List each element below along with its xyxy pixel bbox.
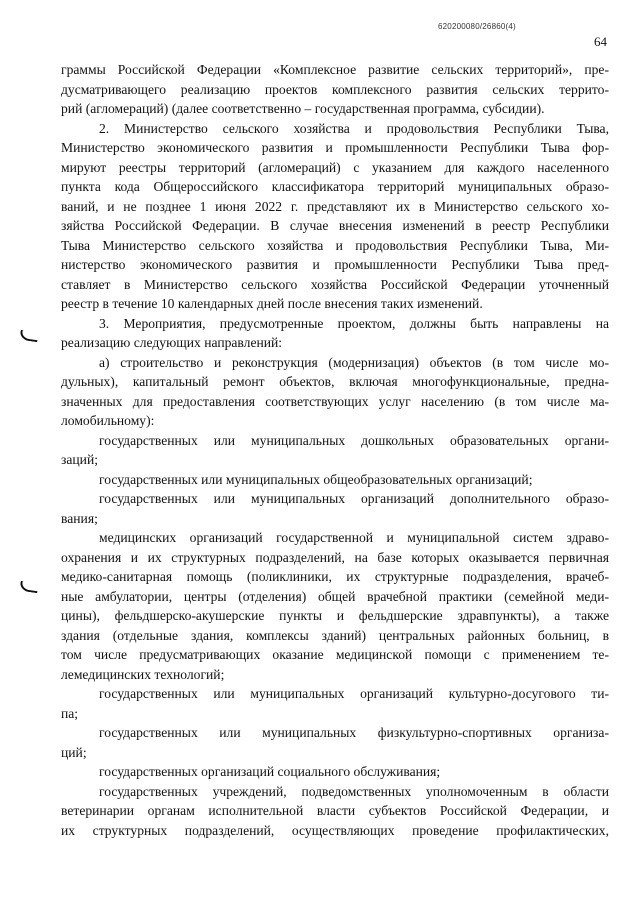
text-line: рий (агломераций) (далее соответственно – государственная программа, субсидии). [61,101,545,116]
text-line: граммы Российской Федерации «Комплексное развитие сельских территорий», пре- [61,62,609,77]
text-line: их структурных подразделений, осуществляющих проведение профилактических, [61,822,609,838]
margin-mark [19,581,38,593]
text-line: реализацию следующих направлений: [61,335,283,350]
document-body [61,60,609,840]
text-line: пункта кода Общероссийского классификатора территорий муниципальных образо- [61,179,609,194]
text-line: ставляет в Министерство сельского хозяйства Российской Федерации уточненный [61,276,609,292]
text-line: реестр в течение 10 календарных дней после внесения таких изменений. [61,296,483,311]
text-line: государственных или муниципальных организаций культурно-досугового ти- [99,686,609,701]
text-line: лемедицинских технологий; [61,666,225,682]
text-line: государственных или муниципальных организаций дополнительного образо- [99,491,609,506]
text-line: государственных или муниципальных физкультурно-спортивных организа- [99,725,609,740]
text-line: значенных для предоставления соответствующих услуг населению (в том числе ма- [61,393,609,409]
text-line: ветеринарии органам исполнительной власти субъектов Российской Федерации, и [61,803,609,818]
text-line: Тыва Министерство сельского хозяйства и продовольствия Республики Тыва, Ми- [61,237,609,253]
text-line: а) строительство и реконструкция (модернизация) объектов (в том числе мо- [99,354,609,370]
text-line: дульных), капитальный ремонт объектов, включая многофункциональные, предна- [61,374,609,389]
text-line: дусматривающего реализацию проектов комплексного развития сельских террито- [61,81,609,97]
text-line: 2. Министерство сельского хозяйства и продовольствия Республики Тыва, [99,120,609,136]
text-line: том числе предусматривающих оказание медицинской помощи с применением те- [61,647,609,662]
text-line: государственных организаций социального обслуживания; [99,764,441,779]
text-line: вания; [61,510,98,526]
text-line: цины), фельдшерско-акушерские пункты и фельдшерские здравпункты), а также [61,608,609,623]
text-line: медицинских организаций государственной и муниципальной систем здраво- [99,530,609,545]
text-line: зяйства Российской Федерации. В случае внесения изменений в реестр Республики [61,218,609,233]
margin-mark [19,330,38,342]
text-line: здания (отдельные здания, комплексы зданий) центральных районных больниц, в [61,627,609,643]
text-line: охранения и их структурных подразделений, на базе которых оказывается первичная [61,549,609,565]
text-line: ломобильному): [61,413,155,428]
text-line: мируют реестры территорий (агломераций) с указанием для каждого населенного [61,159,609,175]
text-line: 3. Мероприятия, предусмотренные проектом, должны быть направлены на [99,315,609,331]
text-line: государственных или муниципальных дошкольных образовательных органи- [99,432,609,448]
text-line: нистерство экономического развития и промышленности Республики Тыва пред- [61,257,609,272]
document-code: 620200080/26860(4) [438,22,516,31]
text-line: заций; [61,452,99,467]
text-line: па; [61,705,79,721]
text-line: ваний, и не позднее 1 июня 2022 г. представляют их в Министерство сельского хо- [61,198,609,214]
text-line: ные амбулатории, центры (отделения) общей врачебной практики (семейной меди- [61,588,609,604]
text-line: медико-санитарная помощь (поликлиники, их структурные подразделения, врачеб- [61,569,609,584]
text-line: ций; [61,744,87,760]
text-line: государственных или муниципальных общеобразовательных организаций; [99,471,533,487]
text-line: государственных учреждений, подведомственных уполномоченным в области [99,783,609,799]
page-number: 64 [594,34,607,49]
text-line: Министерство экономического развития и промышленности Республики Тыва фор- [61,140,609,155]
